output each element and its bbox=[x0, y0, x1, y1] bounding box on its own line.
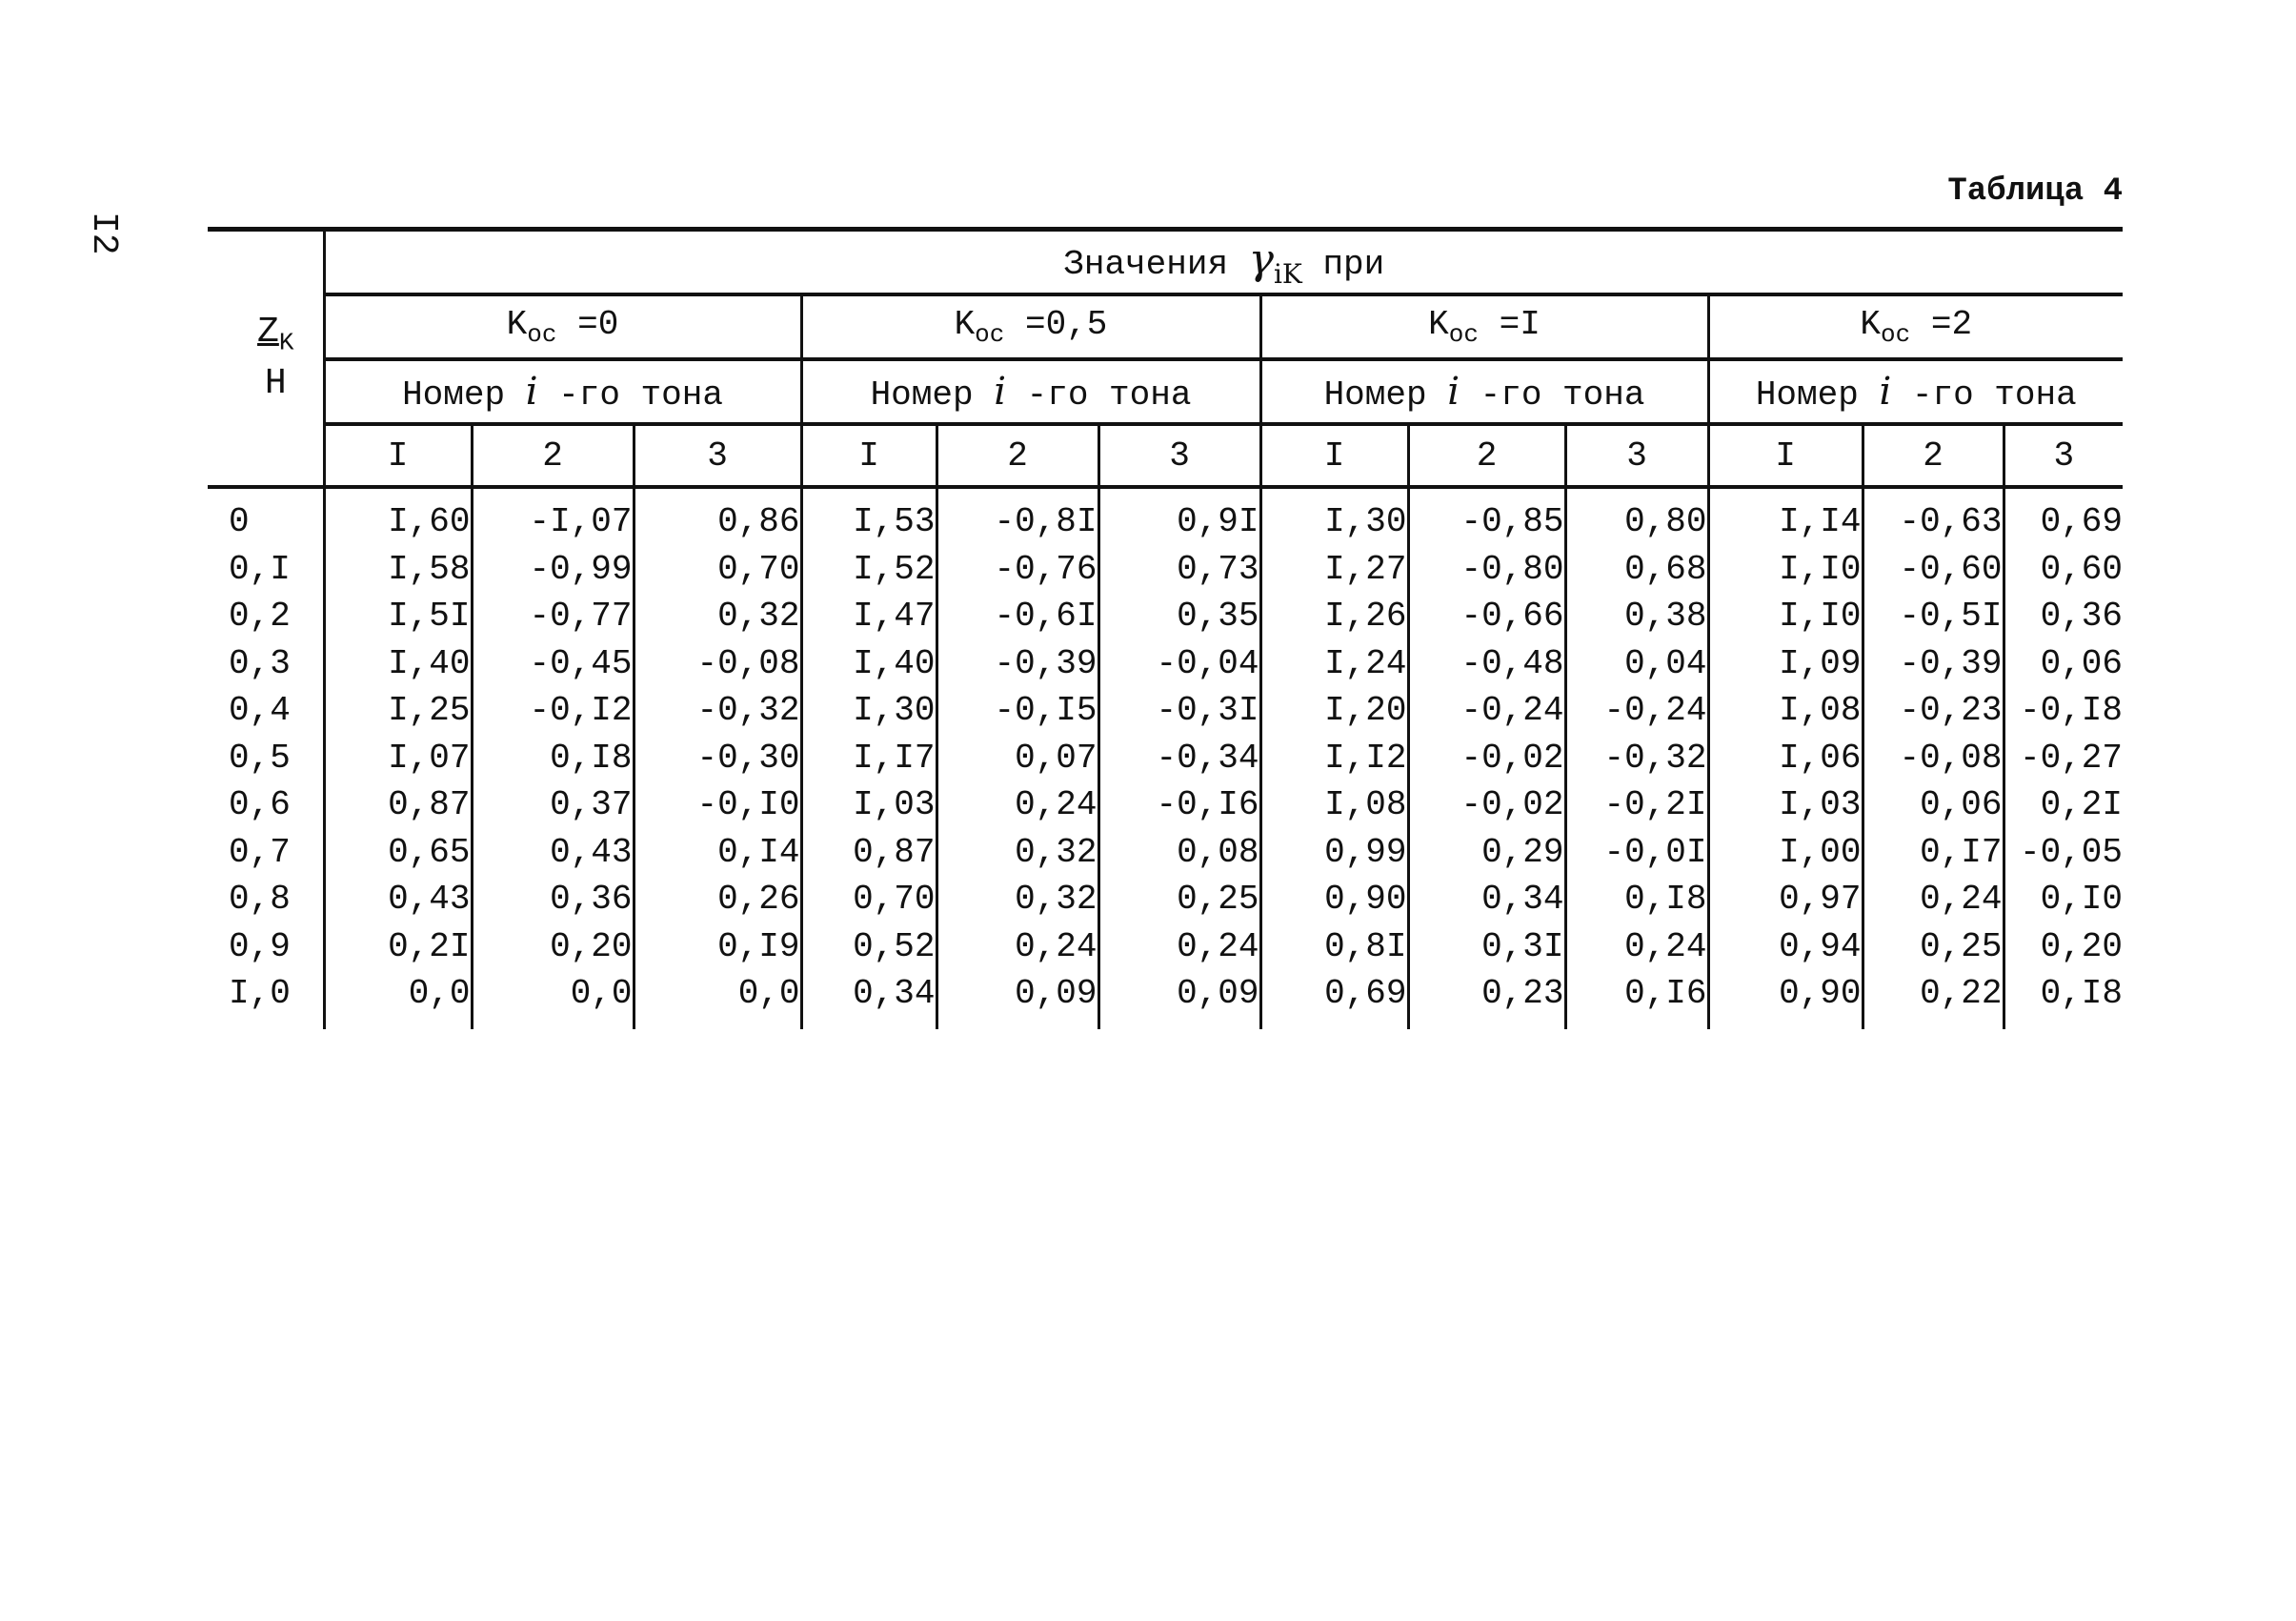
value-cell: I,47 bbox=[801, 593, 937, 640]
value-cell: I,07 bbox=[324, 735, 472, 782]
value-cell: -0,24 bbox=[1565, 687, 1708, 735]
value-cell: 0,37 bbox=[472, 781, 634, 829]
value-cell: 0,32 bbox=[937, 876, 1098, 923]
value-cell: 0,60 bbox=[2004, 546, 2123, 594]
value-cell: I,40 bbox=[801, 640, 937, 688]
value-cell: I,I2 bbox=[1260, 735, 1408, 782]
value-cell: 0,26 bbox=[634, 876, 801, 923]
value-cell: 0,43 bbox=[324, 876, 472, 923]
z-value-cell: I,0 bbox=[229, 974, 291, 1014]
value-cell: 0,70 bbox=[634, 546, 801, 594]
value-cell: 0,8I bbox=[1260, 923, 1408, 971]
value-cell: 0,08 bbox=[1098, 829, 1260, 877]
value-cell: 0,20 bbox=[2004, 923, 2123, 971]
value-cell: -0,I0 bbox=[634, 781, 801, 829]
value-cell: -0,45 bbox=[472, 640, 634, 688]
z-value-cell: 0,6 bbox=[229, 785, 291, 825]
tone-number: 3 bbox=[1098, 424, 1260, 487]
value-cell: -I,07 bbox=[472, 487, 634, 546]
value-cell: 0,I7 bbox=[1863, 829, 2004, 877]
z-value-cell: 0,I bbox=[229, 549, 291, 589]
value-cell: -0,5I bbox=[1863, 593, 2004, 640]
value-cell: 0,52 bbox=[801, 923, 937, 971]
value-cell: -0,24 bbox=[1408, 687, 1565, 735]
value-cell: I,06 bbox=[1708, 735, 1863, 782]
tone-label: Номер i -го тона bbox=[1708, 359, 2123, 424]
value-cell: I,00 bbox=[1708, 829, 1863, 877]
value-cell: -0,02 bbox=[1408, 735, 1565, 782]
value-cell: 0,24 bbox=[1565, 923, 1708, 971]
value-cell: -0,23 bbox=[1863, 687, 2004, 735]
value-cell: -0,8I bbox=[937, 487, 1098, 546]
value-cell: 0,24 bbox=[1098, 923, 1260, 971]
value-cell: I,03 bbox=[1708, 781, 1863, 829]
value-cell: 0,06 bbox=[2004, 640, 2123, 688]
value-cell: 0,80 bbox=[1565, 487, 1708, 546]
value-cell: 0,I4 bbox=[634, 829, 801, 877]
table-row bbox=[208, 970, 2123, 1029]
tone-number: 2 bbox=[1408, 424, 1565, 487]
value-cell: I,I0 bbox=[1708, 593, 1863, 640]
value-cell: 0,35 bbox=[1098, 593, 1260, 640]
h-label: H bbox=[264, 363, 287, 405]
value-cell: 0,43 bbox=[472, 829, 634, 877]
value-cell: 0,65 bbox=[324, 829, 472, 877]
value-cell: 0,3I bbox=[1408, 923, 1565, 971]
value-cell: I,52 bbox=[801, 546, 937, 594]
value-cell: 0,73 bbox=[1098, 546, 1260, 594]
value-cell: 0,69 bbox=[1260, 970, 1408, 1029]
z-value-cell: 0,4 bbox=[229, 691, 291, 731]
value-cell: I,08 bbox=[1708, 687, 1863, 735]
value-cell: -0,08 bbox=[1863, 735, 2004, 782]
table-row bbox=[208, 923, 2123, 971]
value-cell: -0,0I bbox=[1565, 829, 1708, 877]
table-row bbox=[208, 829, 2123, 877]
z-value-cell: 0,2 bbox=[229, 597, 291, 637]
tone-number: 2 bbox=[472, 424, 634, 487]
value-cell: -0,76 bbox=[937, 546, 1098, 594]
value-cell: -0,48 bbox=[1408, 640, 1565, 688]
value-cell: 0,32 bbox=[937, 829, 1098, 877]
tone-label: Номер i -го тона bbox=[324, 359, 801, 424]
z-value-cell: 0,3 bbox=[229, 643, 291, 683]
value-cell: -0,2I bbox=[1565, 781, 1708, 829]
value-cell: 0,2I bbox=[324, 923, 472, 971]
table-row bbox=[208, 781, 2123, 829]
value-cell: I,I0 bbox=[1708, 546, 1863, 594]
value-cell: -0,32 bbox=[634, 687, 801, 735]
table-row bbox=[208, 546, 2123, 594]
value-cell: 0,04 bbox=[1565, 640, 1708, 688]
tone-label: Номер i -го тона bbox=[801, 359, 1260, 424]
value-cell: 0,70 bbox=[801, 876, 937, 923]
value-cell: 0,99 bbox=[1260, 829, 1408, 877]
tone-number-row bbox=[208, 424, 2123, 487]
page-number: I2 bbox=[83, 212, 124, 255]
value-cell: 0,0 bbox=[634, 970, 801, 1029]
value-cell: 0,68 bbox=[1565, 546, 1708, 594]
value-cell: I,30 bbox=[801, 687, 937, 735]
group-koc-0-5: $K_{ос} =0,5$ bbox=[801, 294, 1260, 359]
value-cell: 0,24 bbox=[937, 781, 1098, 829]
value-cell: 0,22 bbox=[1863, 970, 2004, 1029]
value-cell: 0,20 bbox=[472, 923, 634, 971]
value-cell: I,I7 bbox=[801, 735, 937, 782]
value-cell: 0,I6 bbox=[1565, 970, 1708, 1029]
value-cell: 0,0 bbox=[472, 970, 634, 1029]
tone-number: I bbox=[1708, 424, 1863, 487]
table-row bbox=[208, 487, 2123, 546]
z-value-cell: 0 bbox=[229, 502, 250, 542]
value-cell: I,03 bbox=[801, 781, 937, 829]
value-cell: 0,24 bbox=[1863, 876, 2004, 923]
value-cell: -0,99 bbox=[472, 546, 634, 594]
value-cell: 0,06 bbox=[1863, 781, 2004, 829]
value-cell: -0,27 bbox=[2004, 735, 2123, 782]
value-cell: -0,05 bbox=[2004, 829, 2123, 877]
value-cell: 0,90 bbox=[1708, 970, 1863, 1029]
z-value-cell: 0,5 bbox=[229, 738, 291, 778]
value-cell: 0,36 bbox=[2004, 593, 2123, 640]
group-koc-0: $K_{ос} =0$ bbox=[324, 294, 801, 359]
value-cell: -0,63 bbox=[1863, 487, 2004, 546]
tone-number: 3 bbox=[634, 424, 801, 487]
value-cell: I,20 bbox=[1260, 687, 1408, 735]
value-cell: I,58 bbox=[324, 546, 472, 594]
tone-number: I bbox=[1260, 424, 1408, 487]
tone-number: I bbox=[801, 424, 937, 487]
value-cell: 0,I8 bbox=[2004, 970, 2123, 1029]
row-header-cell bbox=[208, 230, 324, 488]
value-cell: 0,0 bbox=[324, 970, 472, 1029]
value-cell: 0,36 bbox=[472, 876, 634, 923]
value-cell: I,24 bbox=[1260, 640, 1408, 688]
value-cell: -0,39 bbox=[937, 640, 1098, 688]
z-value-cell: 0,9 bbox=[229, 926, 291, 966]
value-cell: I,08 bbox=[1260, 781, 1408, 829]
value-cell: I,09 bbox=[1708, 640, 1863, 688]
value-cell: 0,09 bbox=[937, 970, 1098, 1029]
group-koc-2: $K_{ос} =2$ bbox=[1708, 294, 2123, 359]
table-body bbox=[208, 487, 2123, 1029]
value-cell: -0,I8 bbox=[2004, 687, 2123, 735]
tone-label-row bbox=[208, 359, 2123, 424]
data-table bbox=[208, 227, 2123, 1029]
value-cell: -0,08 bbox=[634, 640, 801, 688]
value-cell: -0,I2 bbox=[472, 687, 634, 735]
value-cell: -0,39 bbox=[1863, 640, 2004, 688]
table-row bbox=[208, 735, 2123, 782]
group-koc-1: $K_{ос} =I$ bbox=[1260, 294, 1708, 359]
value-cell: 0,I0 bbox=[2004, 876, 2123, 923]
tone-label: Номер i -го тона bbox=[1260, 359, 1708, 424]
gamma-symbol: $\gamma_{iK}$ bbox=[1248, 234, 1302, 290]
value-cell: -0,34 bbox=[1098, 735, 1260, 782]
value-cell: 0,87 bbox=[324, 781, 472, 829]
value-cell: 0,86 bbox=[634, 487, 801, 546]
value-cell: -0,30 bbox=[634, 735, 801, 782]
value-cell: 0,34 bbox=[801, 970, 937, 1029]
value-cell: 0,23 bbox=[1408, 970, 1565, 1029]
value-cell: -0,77 bbox=[472, 593, 634, 640]
value-cell: 0,38 bbox=[1565, 593, 1708, 640]
value-cell: -0,3I bbox=[1098, 687, 1260, 735]
value-cell: 0,94 bbox=[1708, 923, 1863, 971]
value-cell: I,53 bbox=[801, 487, 937, 546]
value-cell: 0,I8 bbox=[1565, 876, 1708, 923]
value-cell: -0,60 bbox=[1863, 546, 2004, 594]
value-cell: I,30 bbox=[1260, 487, 1408, 546]
value-cell: 0,34 bbox=[1408, 876, 1565, 923]
tone-number: 3 bbox=[1565, 424, 1708, 487]
value-cell: 0,29 bbox=[1408, 829, 1565, 877]
value-cell: I,26 bbox=[1260, 593, 1408, 640]
table-row bbox=[208, 640, 2123, 688]
value-cell: 0,I8 bbox=[472, 735, 634, 782]
value-cell: I,5I bbox=[324, 593, 472, 640]
value-cell: -0,I6 bbox=[1098, 781, 1260, 829]
value-cell: 0,25 bbox=[1098, 876, 1260, 923]
value-cell: -0,04 bbox=[1098, 640, 1260, 688]
value-cell: -0,85 bbox=[1408, 487, 1565, 546]
table-label: Таблица 4 bbox=[1947, 173, 2123, 210]
value-cell: I,25 bbox=[324, 687, 472, 735]
value-cell: -0,32 bbox=[1565, 735, 1708, 782]
value-cell: -0,6I bbox=[937, 593, 1098, 640]
value-cell: 0,25 bbox=[1863, 923, 2004, 971]
title-row bbox=[208, 230, 2123, 295]
value-cell: I,40 bbox=[324, 640, 472, 688]
tone-number: 2 bbox=[937, 424, 1098, 487]
value-cell: 0,87 bbox=[801, 829, 937, 877]
table-row bbox=[208, 687, 2123, 735]
value-cell: I,60 bbox=[324, 487, 472, 546]
koc-row bbox=[208, 294, 2123, 359]
tone-number: 3 bbox=[2004, 424, 2123, 487]
value-cell: -0,80 bbox=[1408, 546, 1565, 594]
value-cell: 0,2I bbox=[2004, 781, 2123, 829]
table-row bbox=[208, 876, 2123, 923]
value-cell: I,I4 bbox=[1708, 487, 1863, 546]
table-row bbox=[208, 593, 2123, 640]
value-cell: -0,I5 bbox=[937, 687, 1098, 735]
value-cell: -0,02 bbox=[1408, 781, 1565, 829]
tone-number: I bbox=[324, 424, 472, 487]
value-cell: -0,66 bbox=[1408, 593, 1565, 640]
tone-number: 2 bbox=[1863, 424, 2004, 487]
value-cell: 0,9I bbox=[1098, 487, 1260, 546]
value-cell: 0,32 bbox=[634, 593, 801, 640]
value-cell: I,27 bbox=[1260, 546, 1408, 594]
value-cell: 0,I9 bbox=[634, 923, 801, 971]
z-value-cell: 0,7 bbox=[229, 832, 291, 872]
value-cell: 0,09 bbox=[1098, 970, 1260, 1029]
value-cell: 0,69 bbox=[2004, 487, 2123, 546]
value-cell: 0,90 bbox=[1260, 876, 1408, 923]
zk-label: $Z_K$ bbox=[257, 311, 294, 357]
value-cell: 0,24 bbox=[937, 923, 1098, 971]
value-cell: 0,97 bbox=[1708, 876, 1863, 923]
z-value-cell: 0,8 bbox=[229, 880, 291, 920]
zk-over-h-label bbox=[236, 312, 293, 406]
table-title: Значения $\gamma_{iK}$ при bbox=[324, 230, 2123, 295]
value-cell: 0,07 bbox=[937, 735, 1098, 782]
